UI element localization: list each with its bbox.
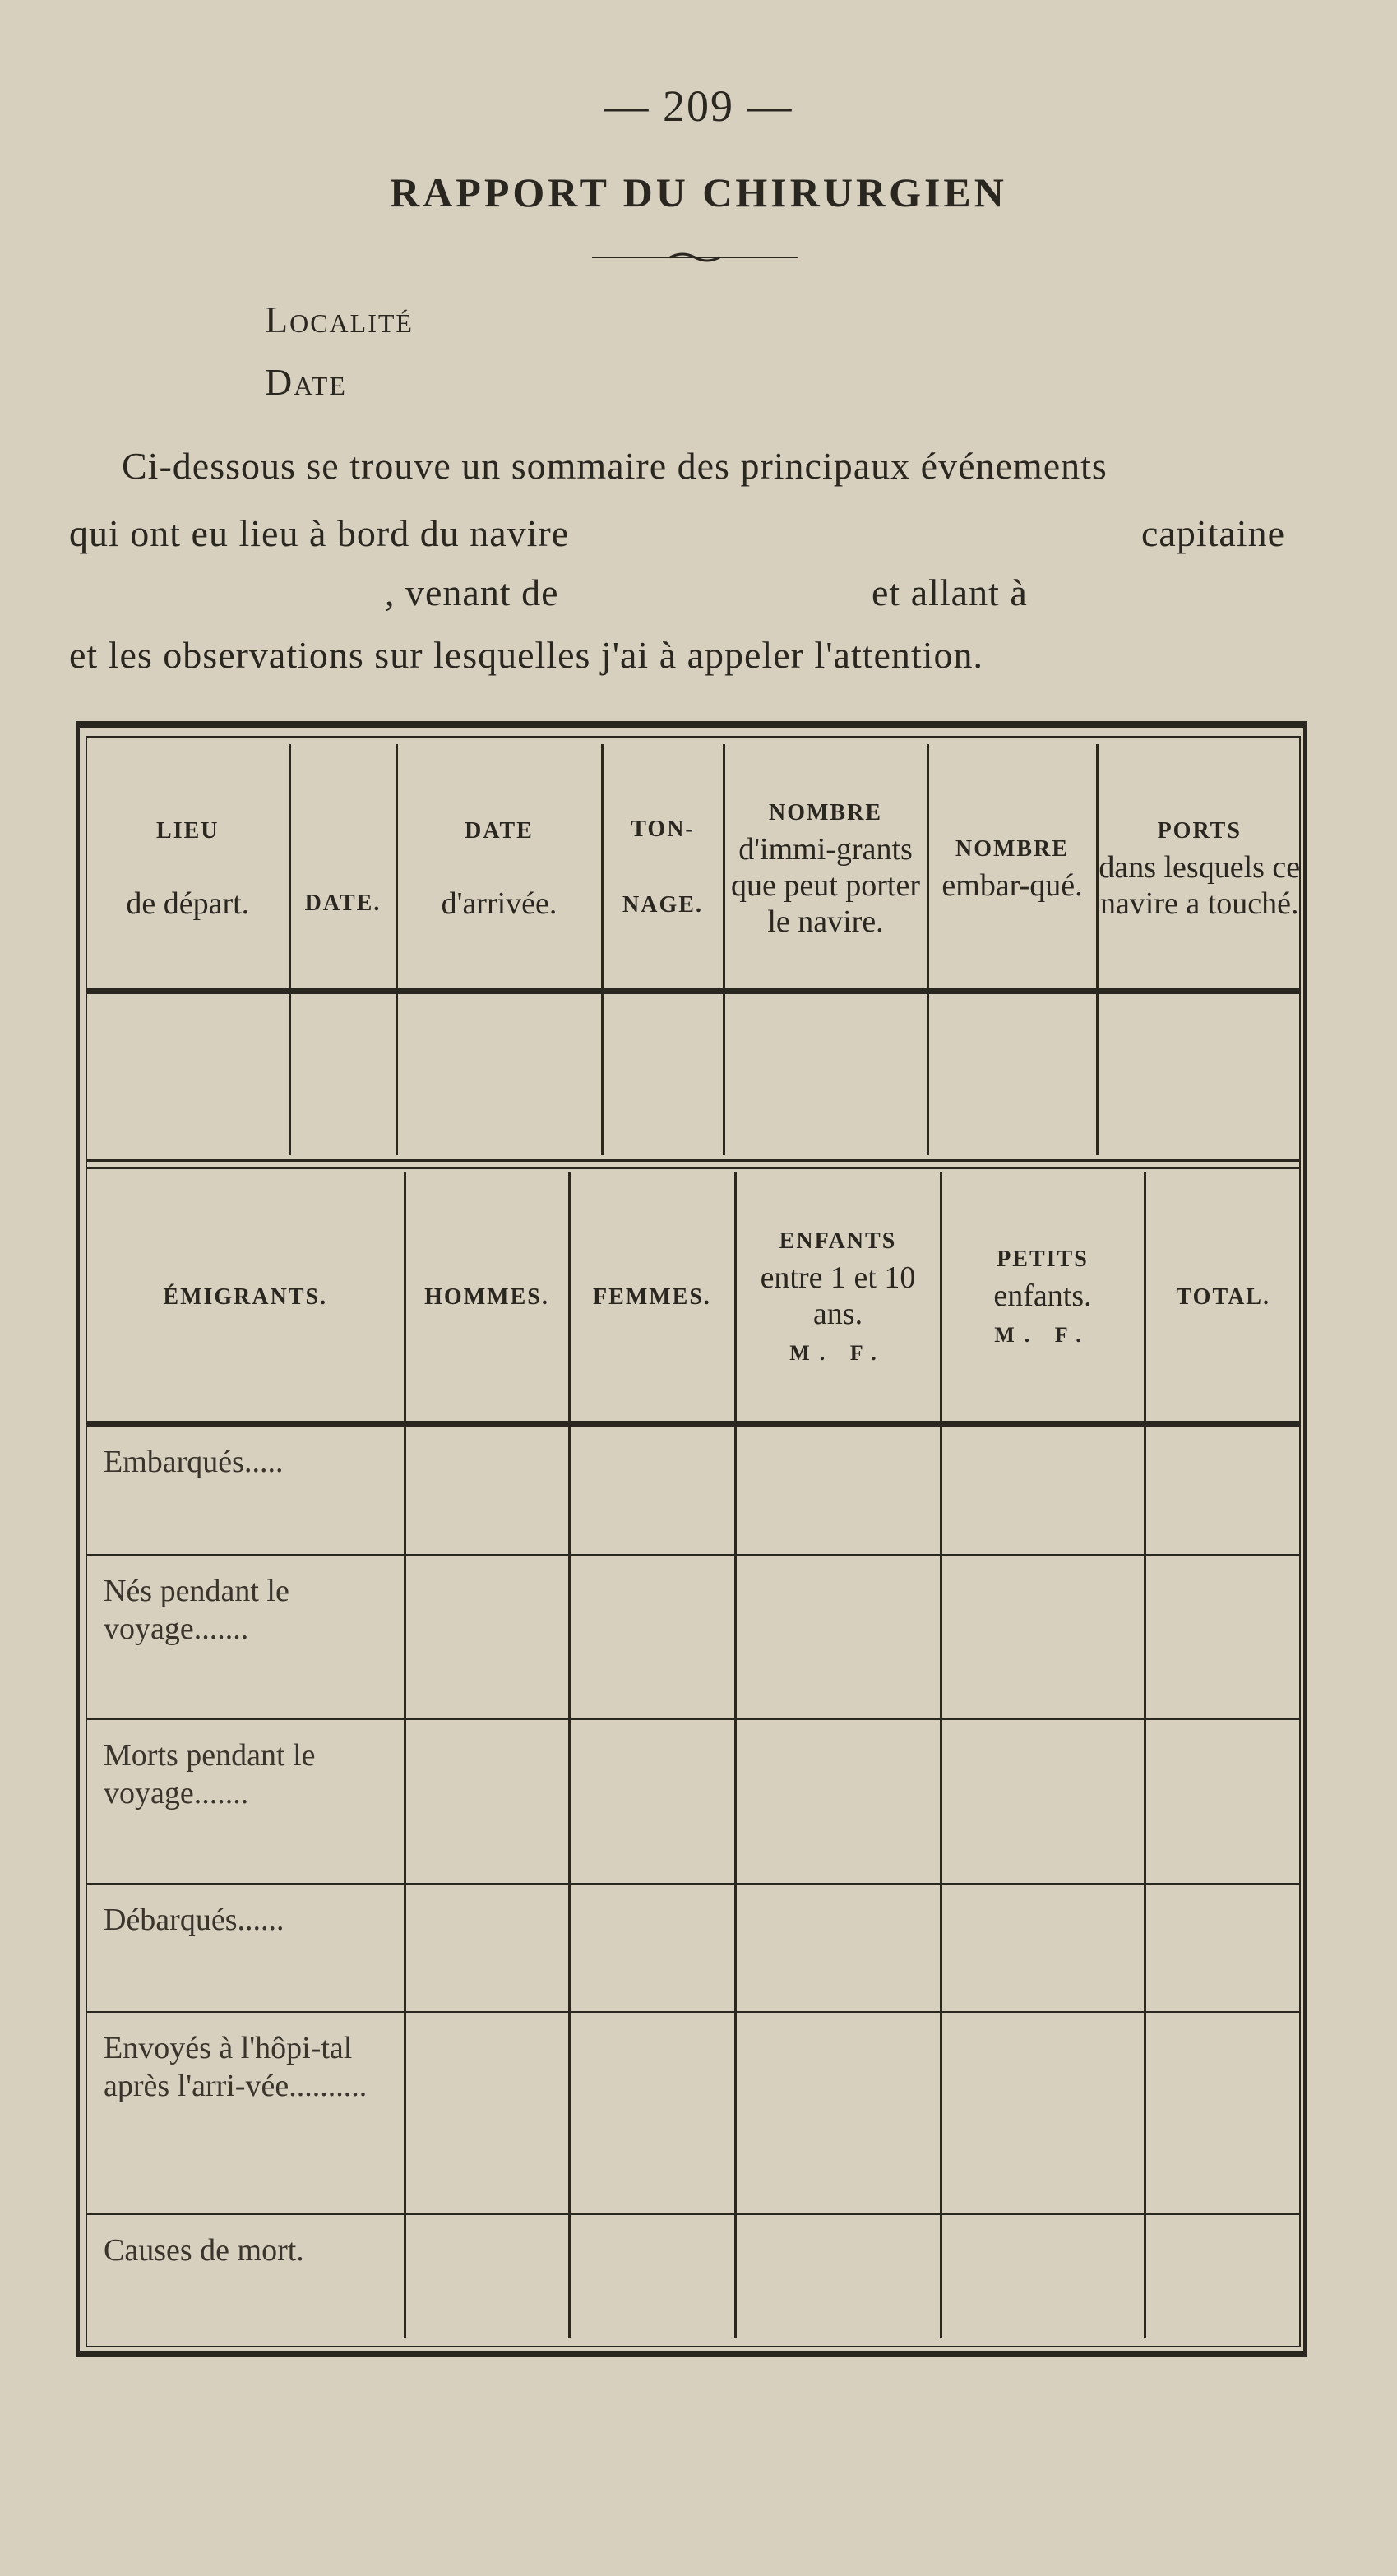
table-cell[interactable] <box>569 1719 735 1884</box>
table-cell[interactable] <box>941 1555 1145 1719</box>
row-label-causes: Causes de mort. <box>104 2233 304 2268</box>
paragraph-line-4: et les observations sur lesquelles j'ai à appeler l'attention. <box>69 634 983 676</box>
table-cell[interactable] <box>405 1719 569 1884</box>
cell-lieu[interactable] <box>87 991 289 1155</box>
table-cell[interactable] <box>1145 1423 1301 1555</box>
date-field: Date <box>265 361 347 403</box>
cell-tonnage[interactable] <box>602 991 724 1155</box>
paragraph-line-1: Ci-dessous se trouve un sommaire des principaux événements <box>122 445 1108 487</box>
emigrants-table <box>87 1172 1301 2338</box>
table-cell[interactable] <box>941 2214 1145 2338</box>
header-hommes: HOMMES. <box>405 1172 569 1423</box>
header-femmes: FEMMES. <box>569 1172 735 1423</box>
table-cell[interactable] <box>941 1719 1145 1884</box>
cell-date-arrivee[interactable] <box>396 991 602 1155</box>
header-nombre-immigrants: NOMBRE d'immi-grants que peut porter le navire. <box>724 744 927 991</box>
table-cell[interactable] <box>1145 1555 1301 1719</box>
header-ports: PORTS dans lesquels ce navire a touché. <box>1097 744 1301 991</box>
cell-ports[interactable] <box>1097 991 1301 1155</box>
table-cell[interactable] <box>569 2012 735 2214</box>
table-cell[interactable] <box>735 1423 941 1555</box>
table-cell[interactable] <box>735 1884 941 2012</box>
cell-nombre-embarque[interactable] <box>927 991 1097 1155</box>
table-cell[interactable] <box>941 1884 1145 2012</box>
table-cell[interactable] <box>735 2214 941 2338</box>
table-cell[interactable] <box>941 1423 1145 1555</box>
table-cell[interactable] <box>735 2012 941 2214</box>
paragraph-line-3b: et allant à <box>872 571 1028 613</box>
table-cell[interactable] <box>1145 2214 1301 2338</box>
header-date: DATE. <box>289 744 396 991</box>
cell-nombre-immigrants[interactable] <box>724 991 927 1155</box>
ornament-divider <box>592 251 798 264</box>
row-label-nes: Nés pendant le voyage....... <box>87 1555 405 1719</box>
table-cell[interactable] <box>405 1555 569 1719</box>
page-title: RAPPORT DU CHIRURGIEN <box>390 169 1007 215</box>
header-petits-enfants: PETITS enfants. M. F. <box>941 1172 1145 1423</box>
table-cell[interactable] <box>405 1423 569 1555</box>
table-cell[interactable] <box>569 2214 735 2338</box>
table-separator <box>87 1159 1301 1169</box>
row-label-envoyes: Envoyés à l'hôpi-tal après l'arri-vée.......... <box>87 2012 405 2214</box>
table-cell[interactable] <box>941 2012 1145 2214</box>
header-date-arrivee: DATE d'arrivée. <box>396 744 602 991</box>
table-cell[interactable] <box>569 1555 735 1719</box>
table-cell[interactable] <box>1145 1884 1301 2012</box>
page-number: — 209 — <box>604 81 793 131</box>
row-label-morts: Morts pendant le voyage....... <box>87 1719 405 1884</box>
table-cell[interactable] <box>405 1884 569 2012</box>
header-total: TOTAL. <box>1145 1172 1301 1423</box>
header-nombre-embarque: NOMBRE embar-qué. <box>927 744 1097 991</box>
locality-field: Localité <box>265 298 414 340</box>
table-cell[interactable] <box>735 1555 941 1719</box>
table-cell[interactable] <box>1145 1719 1301 1884</box>
header-tonnage: TON- NAGE. <box>602 744 724 991</box>
table-cell[interactable] <box>405 2214 569 2338</box>
table-cell[interactable] <box>569 1423 735 1555</box>
cell-date[interactable] <box>289 991 396 1155</box>
paragraph-line-2b: capitaine <box>1141 512 1286 554</box>
paragraph-line-2a: qui ont eu lieu à bord du navire <box>69 512 570 554</box>
row-label-debarques: Débarqués...... <box>87 1884 405 2012</box>
header-lieu: LIEU de départ. <box>87 744 289 991</box>
table-cell[interactable] <box>735 1719 941 1884</box>
table-cell[interactable] <box>569 1884 735 2012</box>
table-cell[interactable] <box>1145 2012 1301 2214</box>
header-enfants: ENFANTS entre 1 et 10 ans. M. F. <box>735 1172 941 1423</box>
voyage-table <box>87 744 1301 1155</box>
header-emigrants: ÉMIGRANTS. <box>87 1172 405 1423</box>
table-cell[interactable] <box>405 2012 569 2214</box>
row-label-embarques: Embarqués..... <box>87 1423 405 1555</box>
paragraph-line-3a: , venant de <box>385 571 559 613</box>
